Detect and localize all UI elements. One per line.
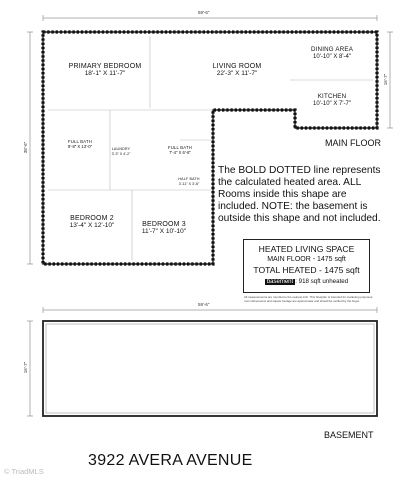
- basement-height-label: 16'-7": [23, 361, 29, 374]
- right-height-label: 16'-7": [383, 73, 389, 86]
- room-name: FULL BATH: [168, 145, 192, 150]
- disclaimer-text: All measurements are rounded to the nearest inch. This floorplan is intended for marketing purposes; room dimensions and square footage are approximate and should be verified by the buyer.: [244, 295, 373, 303]
- room-dims: 11'-7" X 10'-10": [141, 228, 187, 235]
- main-height-label: 38'-6": [23, 141, 29, 154]
- room-dims: 18'-1" X 11'-7": [84, 70, 126, 77]
- address-title: 3922 AVERA AVENUE: [88, 452, 253, 469]
- room-dims: 7'-4" X 6'-8": [169, 150, 191, 156]
- basement-label: BASEMENT: [324, 430, 374, 440]
- basement-width-label: 59'-6": [198, 302, 210, 307]
- room-full-bath-2: [168, 146, 192, 155]
- room-name: LAUNDRY: [111, 147, 131, 151]
- room-dims: 3'-3" X 4'-2": [111, 151, 131, 156]
- room-name: DINING AREA: [310, 46, 354, 53]
- room-dining-area: [311, 47, 353, 60]
- room-dims: 10'-10" X 7'-7": [313, 101, 351, 108]
- room-name: KITCHEN: [317, 93, 347, 100]
- legend-main-floor: MAIN FLOOR - 1475 sqft: [267, 256, 346, 263]
- heated-area-note: The BOLD DOTTED line represents the calculated heated area. ALL Rooms inside this shape are included. NOTE: the basement is outside this shape and not included.: [218, 165, 381, 224]
- room-name: LIVING ROOM: [212, 63, 262, 70]
- room-dims: 3'-11" X 3'-6": [178, 181, 200, 186]
- room-full-bath-1: [68, 140, 92, 149]
- main-floor-label: MAIN FLOOR: [325, 138, 382, 148]
- heated-space-legend: [243, 239, 370, 293]
- main-width-label: 59'-6": [198, 10, 210, 15]
- basement-chip: basement: [266, 279, 294, 285]
- room-name: PRIMARY BEDROOM: [68, 63, 142, 70]
- room-laundry: [112, 148, 131, 156]
- basement-width-dimension: [43, 307, 377, 313]
- room-name: FULL BATH: [68, 139, 92, 144]
- room-half-bath: [178, 178, 199, 186]
- room-dims: 10'-10" X 8'-4": [313, 54, 351, 61]
- room-dims: 22'-3" X 11'-7": [216, 70, 258, 77]
- basement-inner-wall: [46, 324, 374, 413]
- room-living-room: [213, 63, 262, 78]
- basement-wall: [43, 321, 377, 416]
- main-width-dimension: [43, 15, 377, 21]
- room-bedroom-3: [142, 221, 186, 236]
- room-name: BEDROOM 2: [70, 215, 114, 222]
- room-name: HALF BATH: [178, 177, 200, 181]
- legend-basement: [244, 278, 369, 285]
- room-dims: 9'-8" X 13'-0": [67, 144, 93, 150]
- room-name: BEDROOM 3: [142, 221, 186, 228]
- basement-unheated-text: : 918 sqft unheated: [295, 278, 349, 285]
- legend-title: HEATED LIVING SPACE: [258, 244, 355, 254]
- legend-total: TOTAL HEATED - 1475 sqft: [253, 265, 360, 275]
- room-primary-bedroom: [69, 63, 142, 78]
- room-bedroom-2: [70, 215, 115, 230]
- room-dims: 13'-4" X 12'-10": [69, 222, 115, 229]
- room-kitchen: [313, 94, 351, 107]
- mls-watermark: © TriadMLS: [4, 467, 44, 476]
